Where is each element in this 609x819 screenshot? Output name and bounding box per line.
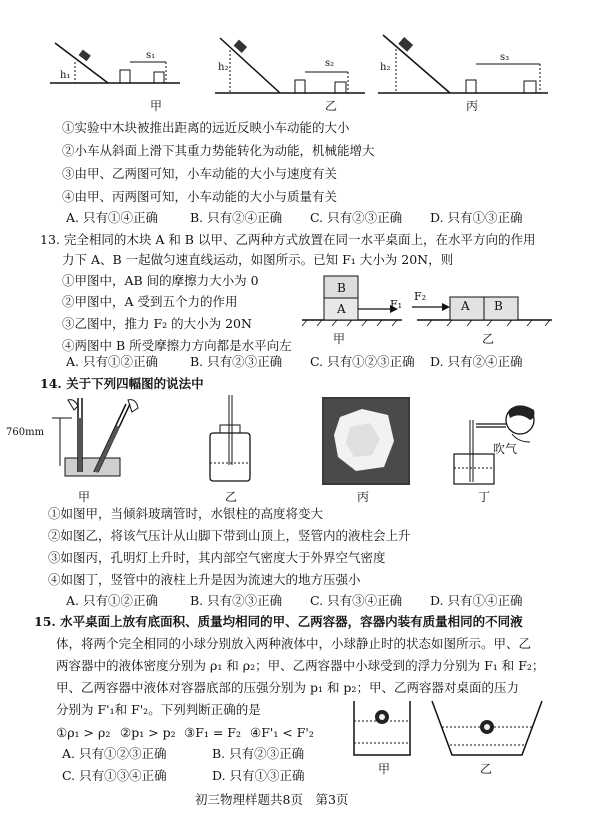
q12-statement-3: ③由甲、乙两图可知，小车动能的大小与速度有关 bbox=[62, 166, 338, 181]
q12-label-yi: 乙 bbox=[325, 99, 338, 113]
q12-s3: s₃ bbox=[500, 52, 510, 63]
q15-stem-line-3: 两容器中的液体密度分别为 ρ₁ 和 ρ₂；甲、乙两容器中小球受到的浮力分别为 F₁ 和 F₂； bbox=[56, 658, 545, 673]
q14-option-b: B. 只有②③正确 bbox=[190, 593, 283, 608]
q14-statement-1: ①如图甲，当倾斜玻璃管时，水银柱的高度将变大 bbox=[48, 506, 324, 521]
q13-option-b: B. 只有②③正确 bbox=[190, 354, 283, 369]
q12-h2-bing: h₂ bbox=[380, 62, 391, 73]
q13-label-yi: 乙 bbox=[482, 332, 495, 346]
q14-option-a: A. 只有①②正确 bbox=[66, 593, 158, 608]
q12-label-bing: 丙 bbox=[466, 99, 479, 113]
q13-stem-line-2: 力下 A、B 一起做匀速直线运动，如图所示。已知 F₁ 大小为 20N，则 bbox=[62, 252, 454, 267]
q15-condition-4: ④F'₁ < F'₂ bbox=[250, 725, 314, 740]
q12-figure-yi bbox=[215, 35, 365, 100]
q15-option-c: C. 只有①③④正确 bbox=[62, 768, 167, 783]
q13-option-a: A. 只有①②正确 bbox=[66, 354, 158, 369]
page-footer: 初三物理样题共8页 第3页 bbox=[195, 792, 349, 807]
q14-option-c: C. 只有③④正确 bbox=[310, 593, 403, 608]
q14-figure-bing bbox=[322, 397, 410, 485]
q13-f1: F₁ bbox=[390, 298, 403, 311]
q13-figure-yi bbox=[412, 285, 552, 330]
q12-figure-jia bbox=[50, 40, 180, 95]
q12-s1: s₁ bbox=[146, 50, 156, 61]
q14-statement-3: ③如图丙，孔明灯上升时，其内部空气密度大于外界空气密度 bbox=[48, 550, 386, 565]
q13-block-b-jia: B bbox=[337, 281, 346, 295]
q13-option-c: C. 只有①②③正确 bbox=[310, 354, 415, 369]
q12-h1: h₁ bbox=[60, 70, 71, 81]
q14-stem: 14. 关于下列四幅图的说法中 bbox=[40, 376, 204, 391]
q14-label-jia: 甲 bbox=[78, 490, 91, 504]
q14-760mm: 760mm bbox=[6, 427, 45, 438]
q14-figure-jia bbox=[38, 396, 148, 486]
q12-s2: s₂ bbox=[325, 58, 335, 69]
q15-stem-line-5: 分别为 F'₁和 F'₂。下列判断正确的是 bbox=[56, 702, 261, 717]
q13-block-a-yi: A bbox=[461, 299, 470, 313]
q12-label-jia: 甲 bbox=[150, 99, 163, 113]
q13-label-jia: 甲 bbox=[333, 332, 346, 346]
q15-figure bbox=[352, 693, 552, 763]
q13-f2: F₂ bbox=[414, 290, 427, 303]
q15-stem-line-2: 体，将两个完全相同的小球分别放入两种液体中，小球静止时的状态如图所示。甲、乙 bbox=[56, 636, 532, 651]
q12-option-a: A. 只有①④正确 bbox=[66, 210, 158, 225]
q14-label-bing: 丙 bbox=[357, 490, 370, 504]
q13-stem-line-1: 13. 完全相同的木块 A 和 B 以甲、乙两种方式放置在同一水平桌面上，在水平方向的作用 bbox=[40, 232, 536, 247]
q14-option-d: D. 只有①④正确 bbox=[430, 593, 523, 608]
q12-statement-4: ④由甲、丙两图可知，小车动能的大小与质量有关 bbox=[62, 189, 338, 204]
q15-condition-1: ①ρ₁ > ρ₂ bbox=[56, 725, 111, 740]
q12-statement-1: ①实验中木块被推出距离的远近反映小车动能的大小 bbox=[62, 120, 350, 135]
q15-condition-2: ②p₁ > p₂ bbox=[120, 725, 176, 740]
q13-statement-4: ④两图中 B 所受摩擦力方向都是水平向左 bbox=[62, 338, 292, 353]
q14-blow-label: 吹气 bbox=[493, 442, 518, 456]
q15-condition-3: ③F₁ = F₂ bbox=[184, 725, 241, 740]
q14-figure-yi bbox=[205, 395, 255, 485]
q12-option-b: B. 只有②④正确 bbox=[190, 210, 283, 225]
q14-statement-4: ④如图丁，竖管中的液柱上升是因为流速大的地方压强小 bbox=[48, 572, 361, 587]
q12-option-d: D. 只有①③正确 bbox=[430, 210, 523, 225]
q14-statement-2: ②如图乙，将该气压计从山脚下带到山顶上，竖管内的液柱会上升 bbox=[48, 528, 411, 543]
q12-h2-yi: h₂ bbox=[218, 62, 229, 73]
q12-figure-bing bbox=[378, 32, 548, 100]
q15-stem-line-1: 15. 水平桌面上放有底面积、质量均相同的甲、乙两容器，容器内装有质量相同的不同液 bbox=[34, 614, 523, 629]
q15-label-yi: 乙 bbox=[480, 762, 493, 776]
q13-block-b-yi: B bbox=[494, 299, 503, 313]
q15-option-d: D. 只有①③正确 bbox=[212, 768, 305, 783]
q15-option-b: B. 只有②③正确 bbox=[212, 746, 305, 761]
q12-option-c: C. 只有②③正确 bbox=[310, 210, 403, 225]
q13-statement-3: ③乙图中，推力 F₂ 的大小为 20N bbox=[62, 316, 252, 331]
q14-label-yi: 乙 bbox=[225, 490, 238, 504]
q15-option-a: A. 只有①②③正确 bbox=[62, 746, 167, 761]
q13-block-a-jia: A bbox=[337, 302, 346, 316]
q15-stem-line-4: 甲、乙两容器中液体对容器底部的压强分别为 p₁ 和 p₂；甲、乙两容器对桌面的压力 bbox=[56, 680, 519, 695]
q13-option-d: D. 只有②④正确 bbox=[430, 354, 523, 369]
q12-statement-2: ②小车从斜面上滑下其重力势能转化为动能，机械能增大 bbox=[62, 143, 375, 158]
q13-statement-1: ①甲图中，AB 间的摩擦力大小为 0 bbox=[62, 273, 259, 288]
q14-label-ding: 丁 bbox=[478, 490, 491, 504]
q13-statement-2: ②甲图中，A 受到五个力的作用 bbox=[62, 294, 238, 309]
q15-label-jia: 甲 bbox=[378, 762, 391, 776]
